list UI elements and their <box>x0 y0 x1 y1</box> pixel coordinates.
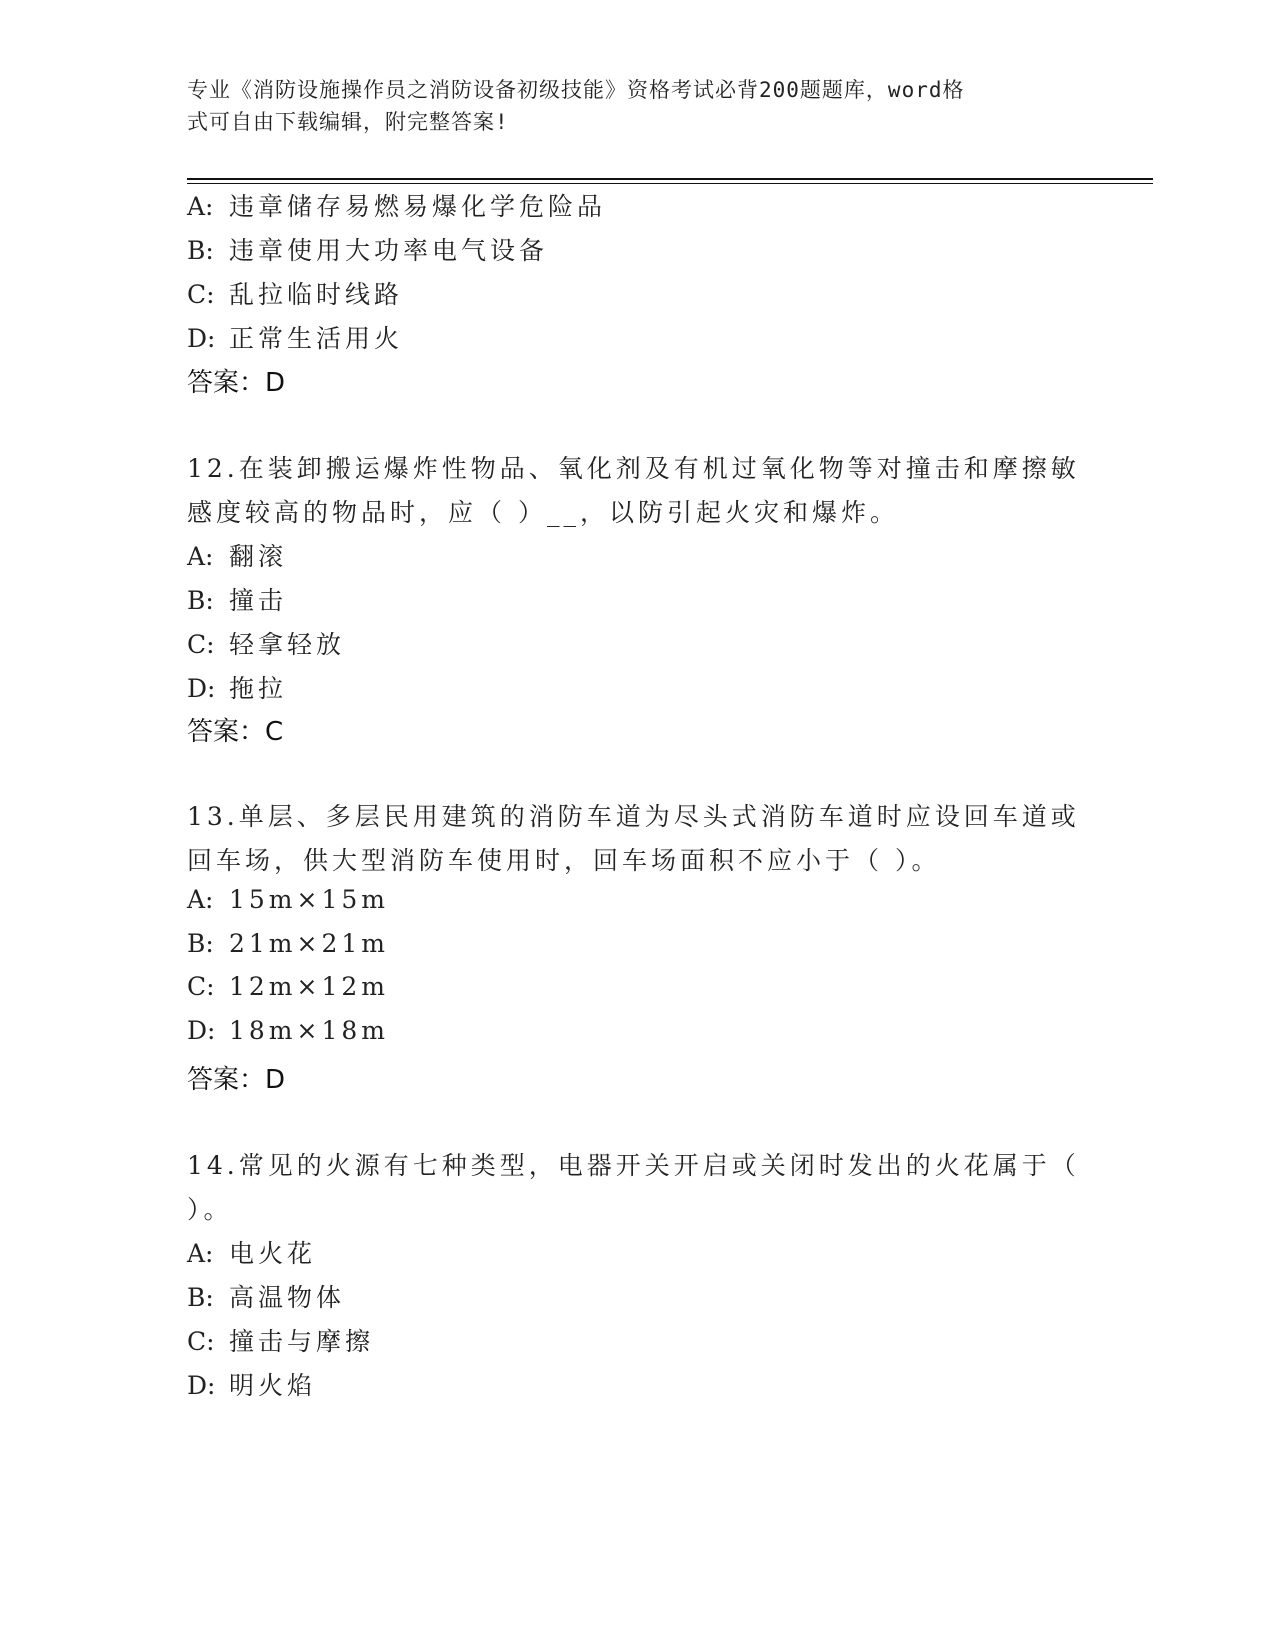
option-label: C: <box>187 280 215 309</box>
q12-option-a <box>187 537 287 573</box>
q13-answer: 答案：D <box>187 1065 286 1095</box>
q13-question-line-1: 13.单层、多层民用建筑的消防车道为尽头式消防车道时应设回车道或 <box>187 802 1080 831</box>
q14-option-d <box>187 1366 316 1402</box>
document-header <box>187 74 1067 138</box>
option-label: D: <box>187 324 216 353</box>
option-label: B: <box>187 236 214 265</box>
q13-question-line-2: 回车场，供大型消防车使用时，回车场面积不应小于（ ）。 <box>187 846 941 875</box>
option-label: C: <box>187 1327 215 1356</box>
q14-option-a <box>187 1234 316 1270</box>
q11-option-b <box>187 231 548 267</box>
header-line-1: 专业《消防设施操作员之消防设备初级技能》资格考试必背200题题库，word格 <box>187 78 965 102</box>
option-text: 12m×12m <box>229 972 389 1001</box>
option-text: 乱拉临时线路 <box>229 280 404 309</box>
q13-option-d <box>187 1016 389 1045</box>
q14-question-line-1: 14.常见的火源有七种类型，电器开关开启或关闭时发出的火花属于（ <box>187 1151 1080 1180</box>
option-text: 违章储存易燃易爆化学危险品 <box>229 192 607 221</box>
q12-option-c <box>187 625 345 661</box>
q13-option-a <box>187 885 389 914</box>
option-label: D: <box>187 674 216 703</box>
option-label: D: <box>187 1016 216 1045</box>
q12-question-line-1: 12.在装卸搬运爆炸性物品、氧化剂及有机过氧化物等对撞击和摩擦敏 <box>187 454 1080 483</box>
q11-option-c <box>187 275 403 311</box>
q12-option-d <box>187 669 287 705</box>
option-label: C: <box>187 972 215 1001</box>
option-text: 违章使用大功率电气设备 <box>229 236 549 265</box>
option-text: 翻滚 <box>229 542 288 571</box>
q13-option-c <box>187 972 389 1001</box>
q14-question-line-2: ）。 <box>187 1195 233 1224</box>
option-text: 明火焰 <box>229 1371 317 1400</box>
option-label: A: <box>187 885 214 914</box>
option-label: C: <box>187 630 215 659</box>
option-text: 撞击 <box>229 586 288 615</box>
option-text: 电火花 <box>229 1239 317 1268</box>
option-text: 18m×18m <box>229 1016 389 1045</box>
option-text: 正常生活用火 <box>229 324 404 353</box>
q11-option-d <box>187 319 403 355</box>
option-text: 轻拿轻放 <box>229 630 346 659</box>
option-text: 高温物体 <box>229 1283 346 1312</box>
option-label: B: <box>187 929 214 958</box>
q11-option-a <box>187 187 606 223</box>
option-label: A: <box>187 192 214 221</box>
q12-option-b <box>187 581 287 617</box>
q11-answer: 答案：D <box>187 368 286 398</box>
q13-option-b <box>187 929 389 958</box>
q12-answer: 答案：C <box>187 717 284 747</box>
option-text: 撞击与摩擦 <box>229 1327 375 1356</box>
header-line-2: 式可自由下载编辑，附完整答案! <box>187 110 509 134</box>
option-label: A: <box>187 542 214 571</box>
option-label: B: <box>187 586 214 615</box>
q14-option-b <box>187 1278 345 1314</box>
q12-question-line-2: 感度较高的物品时，应（ ）__，以防引起火灾和爆炸。 <box>187 498 899 527</box>
header-divider-thin <box>187 183 1153 184</box>
option-text: 21m×21m <box>229 929 389 958</box>
option-text: 15m×15m <box>229 885 389 914</box>
option-label: A: <box>187 1239 214 1268</box>
q14-option-c <box>187 1322 374 1358</box>
header-divider-thick <box>187 178 1153 180</box>
option-label: D: <box>187 1371 216 1400</box>
option-label: B: <box>187 1283 214 1312</box>
option-text: 拖拉 <box>229 674 288 703</box>
